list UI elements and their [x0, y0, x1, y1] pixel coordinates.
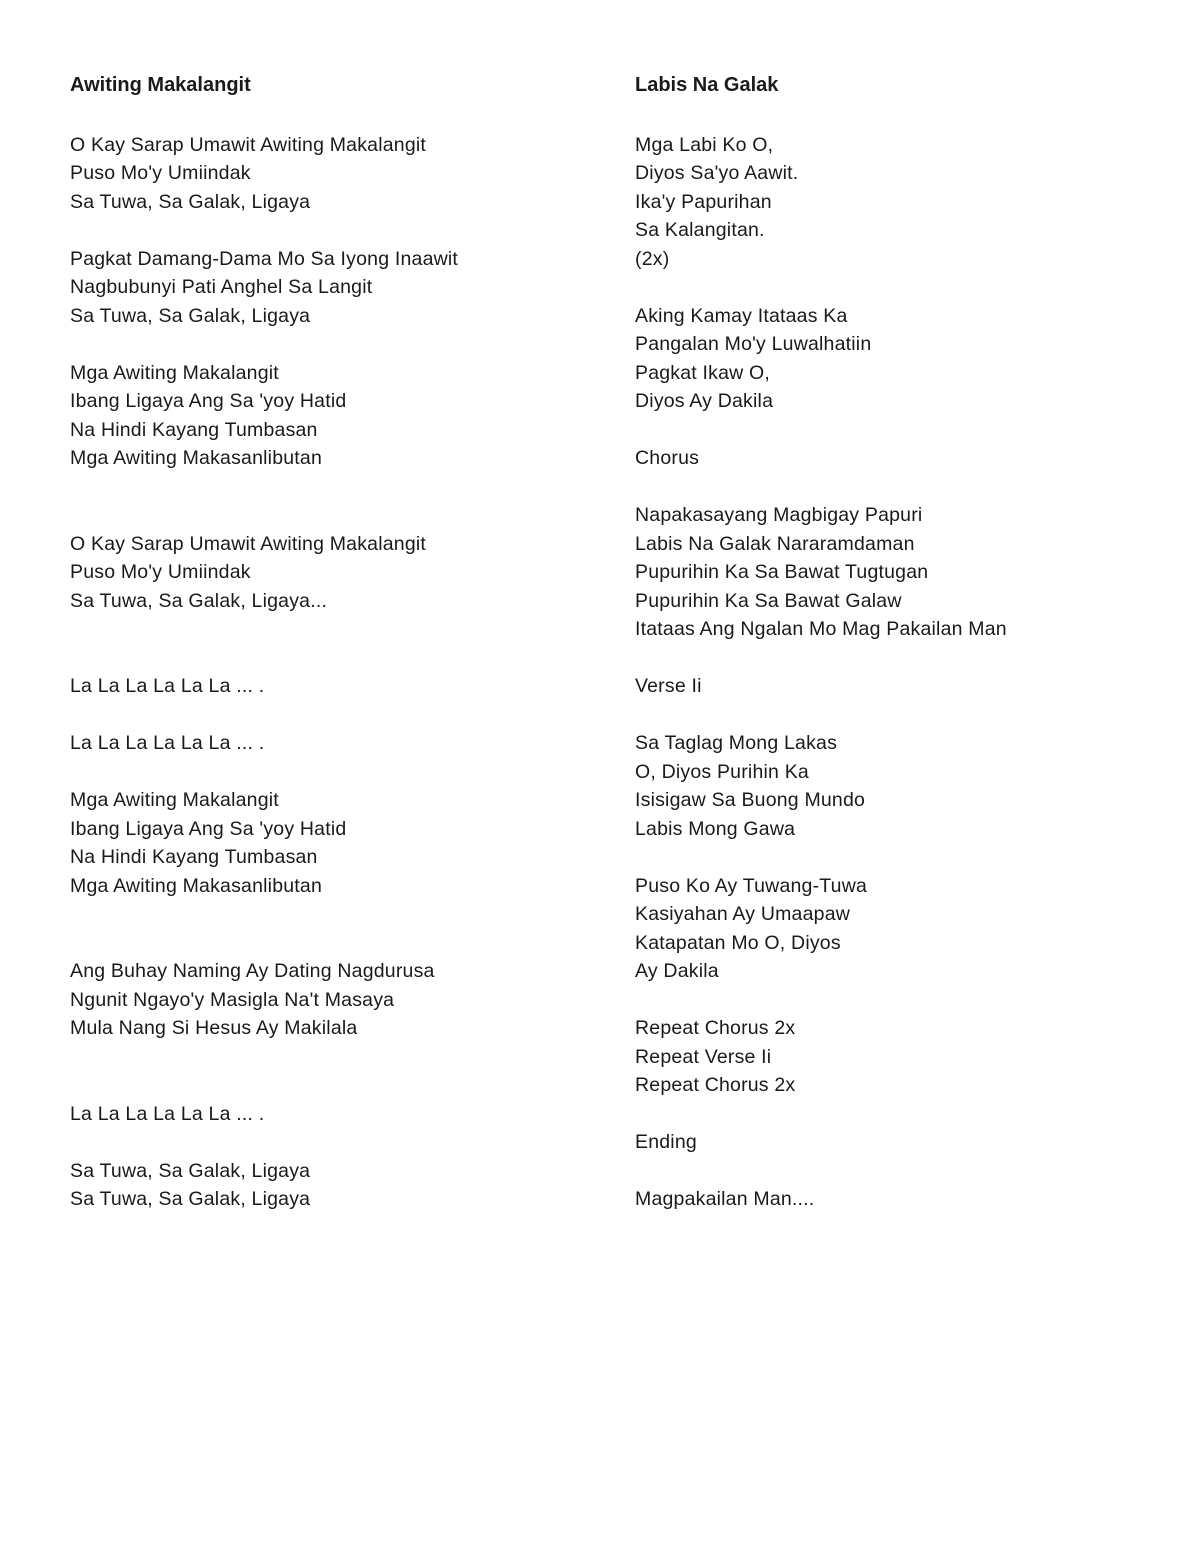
blank-line [635, 416, 1155, 445]
left-song-lyrics [70, 102, 590, 1214]
lyric-line: Ibang Ligaya Ang Sa 'yoy Hatid [70, 390, 347, 412]
blank-line [70, 473, 590, 502]
lyric-line: Diyos Sa'yo Aawit. [635, 162, 799, 184]
lyric-line: Mula Nang Si Hesus Ay Makilala [70, 1017, 358, 1039]
blank-line [70, 615, 590, 644]
blank-line [70, 1128, 590, 1157]
lyric-line: Isisigaw Sa Buong Mundo [635, 789, 866, 811]
lyric-line: Verse Ii [635, 675, 702, 697]
left-song-title: Awiting Makalangit [70, 74, 251, 96]
lyric-line: Sa Taglag Mong Lakas [635, 732, 838, 754]
blank-line [70, 758, 590, 787]
blank-line [70, 900, 590, 929]
lyric-line: Mga Awiting Makasanlibutan [70, 874, 322, 897]
lyric-line: Sa Kalangitan. [635, 219, 765, 241]
lyric-line: Nagbubunyi Pati Anghel Sa Langit [70, 276, 373, 298]
blank-line [70, 1071, 590, 1100]
lyric-line: Magpakailan Man.... [635, 1188, 815, 1210]
lyric-line: Pupurihin Ka Sa Bawat Galaw [635, 589, 902, 612]
blank-line [635, 1157, 1155, 1186]
blank-line [635, 273, 1155, 302]
lyric-line: Na Hindi Kayang Tumbasan [70, 418, 318, 441]
blank-line [70, 701, 590, 730]
lyric-line: Pupurihin Ka Sa Bawat Tugtugan [635, 561, 929, 583]
lyric-line: O, Diyos Purihin Ka [635, 760, 809, 783]
lyric-line: Mga Awiting Makalangit [70, 789, 279, 811]
lyric-line: Puso Mo'y Umiindak [70, 561, 251, 583]
lyric-line: Ay Dakila [635, 960, 719, 982]
lyric-line: Ika'y Papurihan [635, 190, 772, 213]
blank-line [635, 473, 1155, 502]
blank-line [635, 644, 1155, 673]
blank-line [635, 986, 1155, 1015]
blank-line [70, 501, 590, 530]
blank-line [70, 644, 590, 673]
lyric-line: Chorus [635, 447, 700, 469]
lyric-line: Repeat Chorus 2x [635, 1074, 796, 1096]
left-song-column [70, 68, 590, 1214]
lyric-line: Repeat Chorus 2x [635, 1017, 796, 1039]
lyric-line: Mga Awiting Makasanlibutan [70, 447, 322, 469]
lyric-line: Mga Labi Ko O, [635, 133, 774, 156]
lyric-line: Katapatan Mo O, Diyos [635, 931, 841, 954]
lyric-line: Sa Tuwa, Sa Galak, Ligaya [70, 190, 311, 213]
lyric-line: Sa Tuwa, Sa Galak, Ligaya... [70, 589, 328, 612]
lyric-line: Napakasayang Magbigay Papuri [635, 504, 923, 526]
lyric-line: Aking Kamay Itataas Ka [635, 304, 848, 327]
lyric-line: Mga Awiting Makalangit [70, 361, 279, 384]
lyric-line: Sa Tuwa, Sa Galak, Ligaya [70, 304, 311, 327]
lyric-line: Pangalan Mo'y Luwalhatiin [635, 333, 872, 355]
lyric-line: La La La La La La ... . [70, 1102, 265, 1125]
lyric-line: Puso Mo'y Umiindak [70, 162, 251, 184]
blank-line [70, 330, 590, 359]
lyric-line: Ending [635, 1131, 697, 1153]
blank-line [635, 1100, 1155, 1129]
blank-line [70, 929, 590, 958]
lyric-line: O Kay Sarap Umawit Awiting Makalangit [70, 133, 427, 156]
lyric-line: Sa Tuwa, Sa Galak, Ligaya [70, 1159, 311, 1182]
lyric-line: La La La La La La ... . [70, 675, 265, 697]
lyric-line: Sa Tuwa, Sa Galak, Ligaya [70, 1188, 311, 1210]
lyric-line: Ang Buhay Naming Ay Dating Nagdurusa [70, 960, 435, 982]
blank-line [635, 843, 1155, 872]
lyric-line: Labis Na Galak Nararamdaman [635, 532, 915, 555]
blank-line [635, 701, 1155, 730]
lyric-line: Itataas Ang Ngalan Mo Mag Pakailan Man [635, 618, 1007, 640]
blank-line [635, 102, 1155, 131]
right-song-column [635, 68, 1155, 1214]
lyric-line: Puso Ko Ay Tuwang-Tuwa [635, 874, 868, 897]
lyric-line: Labis Mong Gawa [635, 817, 796, 840]
lyric-line: La La La La La La ... . [70, 732, 265, 754]
lyric-line: Pagkat Damang-Dama Mo Sa Iyong Inaawit [70, 247, 459, 270]
right-song-lyrics [635, 102, 1155, 1214]
blank-line [70, 1043, 590, 1072]
lyric-line: Pagkat Ikaw O, [635, 361, 771, 384]
right-song-title: Labis Na Galak [635, 74, 779, 96]
lyric-line: Ngunit Ngayo'y Masigla Na't Masaya [70, 988, 395, 1011]
lyric-line: Diyos Ay Dakila [635, 390, 774, 412]
lyric-line: Ibang Ligaya Ang Sa 'yoy Hatid [70, 817, 347, 840]
lyric-line: O Kay Sarap Umawit Awiting Makalangit [70, 532, 427, 555]
lyric-line: Repeat Verse Ii [635, 1045, 772, 1068]
lyric-line: Na Hindi Kayang Tumbasan [70, 846, 318, 868]
lyric-line: (2x) [635, 247, 670, 270]
blank-line [70, 102, 590, 131]
lyric-line: Kasiyahan Ay Umaapaw [635, 903, 851, 925]
blank-line [70, 216, 590, 245]
